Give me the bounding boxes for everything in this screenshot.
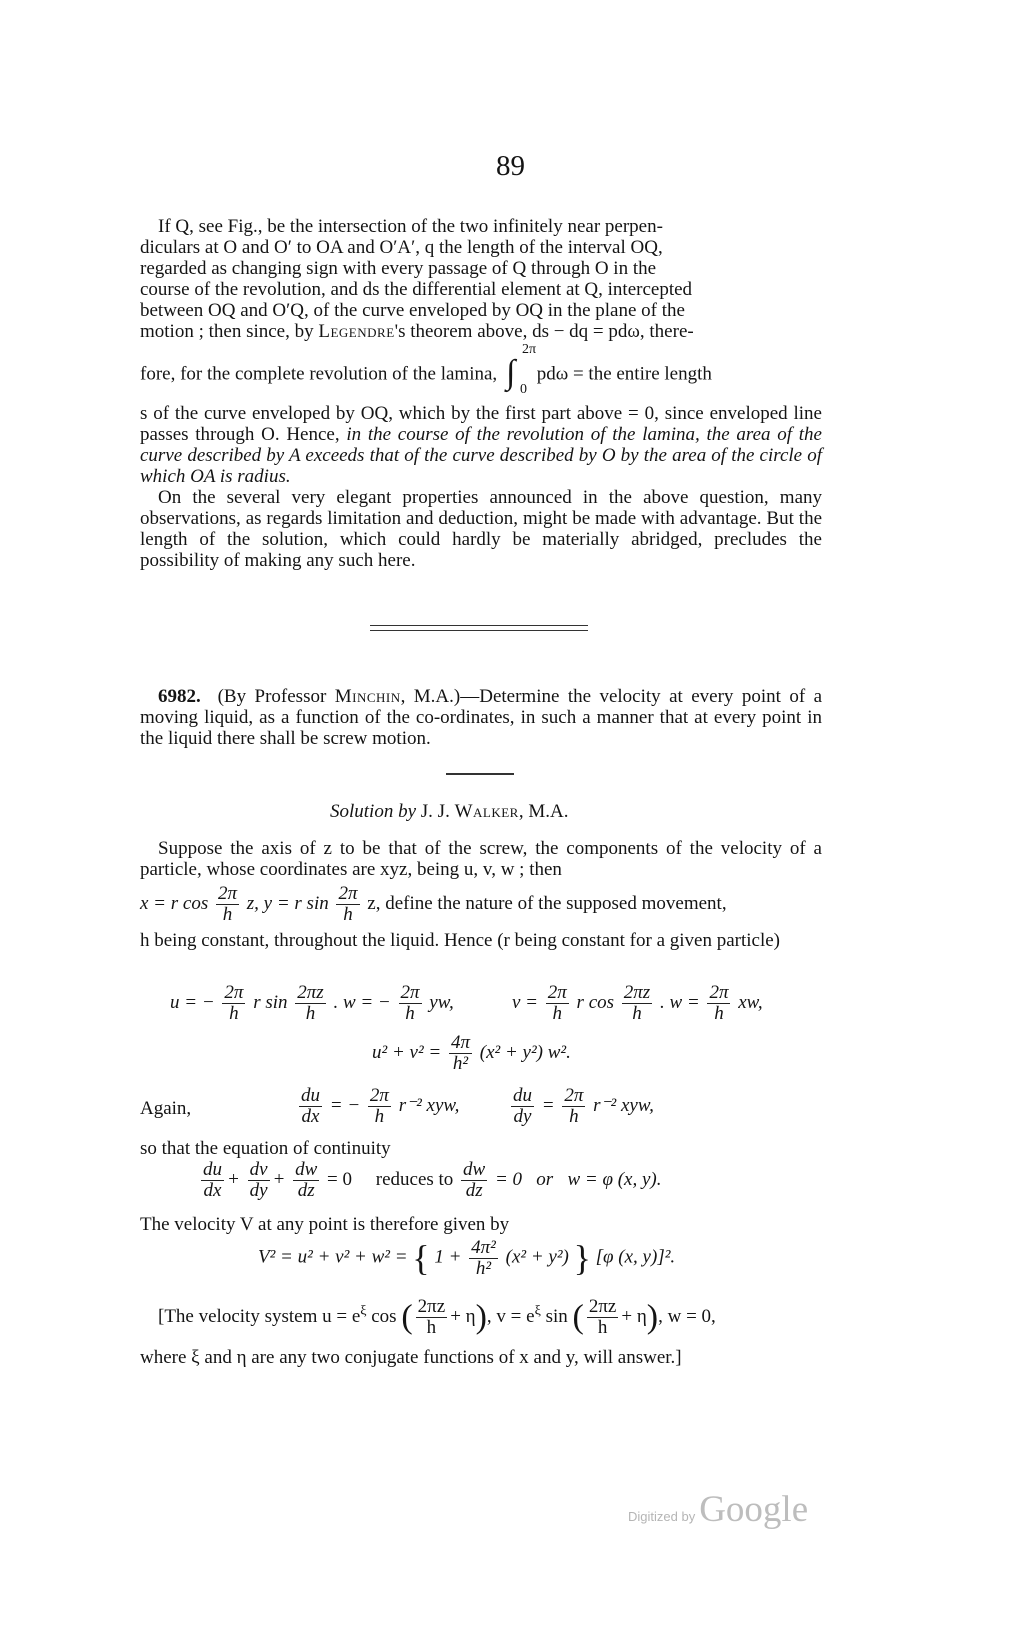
p1-line-1: If Q, see Fig., be the intersection of the two infinitely near perpen- bbox=[158, 216, 663, 237]
page-number: 89 bbox=[496, 150, 525, 182]
p1-line-3: regarded as changing sign with every passage of Q through O in the bbox=[140, 258, 657, 279]
last-line: where ξ and η are any two conjugate functions of x and y, will answer.] bbox=[140, 1347, 682, 1368]
section-rule-top bbox=[370, 625, 588, 626]
equation-u: u = − $\frac{2\pi}{h}$ r sin $\frac{2\pi z}{h}$ . w = − $\frac{2\pi}{h}$ yw, bbox=[170, 982, 454, 1024]
p1-line-6: motion ; then since, by Legendre's theorem above, ds − dq = pdω, there- bbox=[140, 321, 694, 342]
p1-line-4: course of the revolution, and ds the differential element at Q, intercepted bbox=[140, 279, 693, 300]
p1-line-2: diculars at O and O′ to OA and O′A′, q the length of the interval OQ, bbox=[140, 237, 663, 258]
digitized-label: Digitized by bbox=[628, 1509, 696, 1524]
top-paragraph-1-cont: s of the curve enveloped by OQ, which by the first part above = 0, since enveloped line passes through O. Hence, in the course of the revolution of the lamina, the area of the curve described by A exceeds that of the curve described by O by the area of the circle of which OA is radius. On the several very elegant properties announced in the above question, many observations, as regards limitation and deduction, might be made with advantage. But the length of the solution, which could hardly be materially abridged, precludes the possibility of making any such here. bbox=[140, 403, 822, 571]
velocity-text: The velocity V at any point is therefore given by bbox=[140, 1214, 510, 1235]
integral-lower-limit: 0 bbox=[519, 382, 527, 397]
integral-sign: ∫ 2π 0 bbox=[505, 342, 537, 397]
equation-xy: x = r cos $\frac{2\pi}{h}$ z, y = r sin $\frac{2\pi}{h}$ z, define the nature of the supposed movement, bbox=[140, 883, 727, 925]
short-rule bbox=[446, 773, 514, 775]
top-paragraph-2: On the several very elegant properties announced in the above question, many observations, as regards limitation and deduction, might be made with advantage. But the length of the solution, which could hardly be materially abridged, precludes the possibility of making any such here. bbox=[140, 487, 822, 571]
solution-paragraph-1: Suppose the axis of z to be that of the screw, the components of the velocity of a particle, whose coordinates are xyz, being u, v, w ; then bbox=[140, 838, 822, 880]
continuity-text: so that the equation of continuity bbox=[140, 1138, 391, 1159]
section-rule-bottom bbox=[370, 630, 588, 631]
equation-v: v = $\frac{2\pi}{h}$ r cos $\frac{2\pi z}{h}$ . w = $\frac{2\pi}{h}$ xw, bbox=[512, 982, 763, 1024]
integral-upper-limit: 2π bbox=[521, 342, 537, 357]
top-paragraph-1 bbox=[140, 216, 822, 342]
solution-heading: Solution by J. J. Walker, M.A. bbox=[330, 801, 569, 822]
equation-dudx: $\frac{du}{dx}$ = − $\frac{2\pi}{h}$ r⁻² xyw, bbox=[301, 1085, 460, 1127]
question-6982: 6982. (By Professor Minchin, M.A.)—Determine the velocity at every point of a moving liquid, as a function of the co-ordinates, in such a manner that at every point in the liquid there shall be screw motion. bbox=[140, 686, 822, 749]
p1-line-5: between OQ and O′Q, of the curve enveloped by OQ in the plane of the bbox=[140, 300, 685, 321]
equation-velocity: V² = u² + v² + w² = { 1 + $\frac{\text{4π²}}{\text{h²}}$ (x² + y²) } [φ (x, y)]². bbox=[258, 1236, 676, 1279]
digitized-by-google bbox=[628, 1488, 808, 1531]
question-author: Minchin bbox=[334, 686, 401, 707]
bracket-velocity-system: [The velocity system $u = e^\xi$ cos ( $\frac{2\pi z}{h}$ + η), $v = e^\xi$ sin ( $\frac{2\pi z}{h}$ + η), w = 0, bbox=[158, 1296, 716, 1338]
equation-u2v2: u² + v² = $\frac{4\pi}{\text{h²}}$ (x² + y²) w². bbox=[372, 1032, 571, 1074]
google-logo: Google bbox=[699, 1489, 809, 1530]
equation-dudy: $\frac{du}{dy}$ = $\frac{2\pi}{h}$ r⁻² xyw, bbox=[513, 1085, 654, 1127]
solution-paragraph-2: h being constant, throughout the liquid. Hence (r being constant for a given particle) bbox=[140, 930, 781, 951]
theorem-italic: in the course of the revolution of the lamina, the area of the curve described by A exceeds that of the curve described by O by the area of the circle of which OA is radius. bbox=[140, 424, 822, 487]
again-label: Again, bbox=[140, 1098, 192, 1119]
legendre-name: Legendre bbox=[318, 321, 395, 342]
equation-continuity: $\frac{du}{dx}$ + $\frac{dv}{dy}$ + $\frac{dw}{dz}$ = 0 reduces to $\frac{dw}{dz}$ = 0 or w = φ (x, y). bbox=[203, 1159, 662, 1201]
question-number: 6982. bbox=[158, 686, 201, 707]
integral-line: fore, for the complete revolution of the lamina, ∫ 2π 0 pdω = the entire length bbox=[140, 342, 712, 397]
